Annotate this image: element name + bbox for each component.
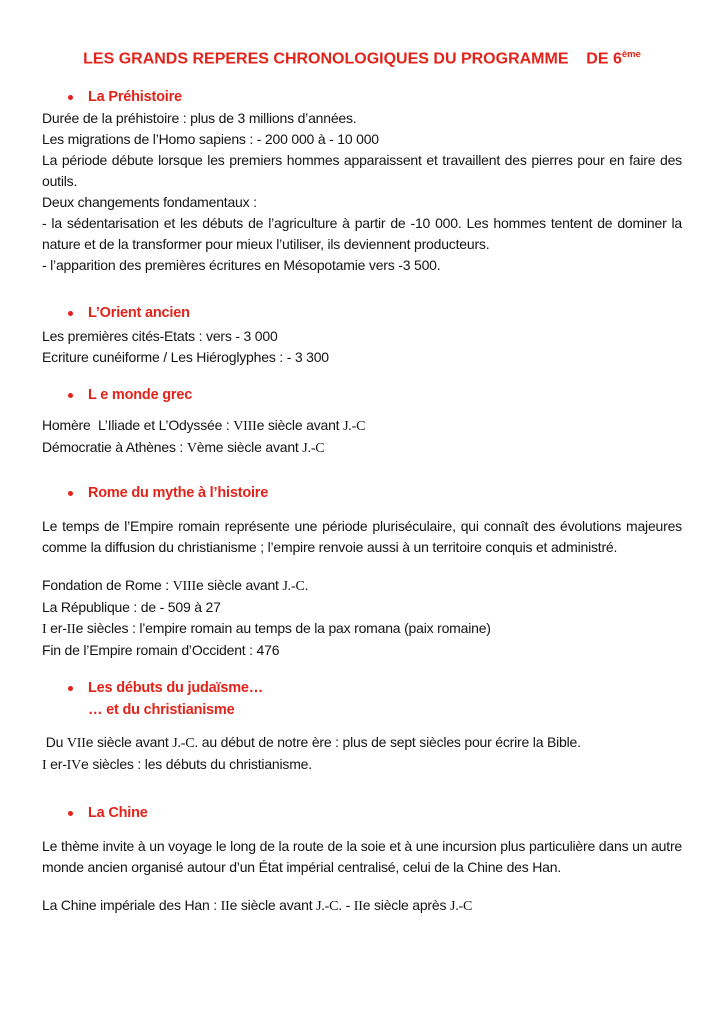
heading-label: L e monde grec bbox=[88, 387, 193, 404]
text-line: Du VIIe siècle avant J.-C. au début de notre ère : plus de sept siècles pour écrire la Bible. bbox=[42, 734, 581, 752]
text-line: Les migrations de l’Homo sapiens : - 200 000 à - 10 000 bbox=[42, 131, 379, 148]
section-orient-ancien bbox=[42, 302, 682, 368]
heading-label: La Préhistoire bbox=[88, 89, 182, 106]
section-rome bbox=[42, 482, 682, 661]
text-line: - l’apparition des premières écritures en Mésopotamie vers -3 500. bbox=[42, 257, 441, 274]
bullet-icon bbox=[68, 686, 73, 691]
heading-label: La Chine bbox=[88, 805, 148, 822]
title-text: LES GRANDS REPERES CHRONOLOGIQUES DU PROGRAMME DE 6 bbox=[83, 50, 622, 68]
section-heading bbox=[42, 384, 682, 406]
heading-label: L’Orient ancien bbox=[88, 305, 190, 322]
text-line: Homère L’Iliade et L’Odyssée : VIIIe siècle avant J.-C bbox=[42, 417, 366, 435]
text-line: La Chine impériale des Han : IIe siècle avant J.-C. - IIe siècle après J.-C bbox=[42, 897, 473, 915]
paragraph: Le thème invite à un voyage le long de la route de la soie et à une incursion plus particulière dans un autre monde ancien organisé autour d’un État impérial centralisé, celui de la Chine des Han. bbox=[42, 838, 682, 876]
paragraph: La période débute lorsque les premiers hommes apparaissent et travaillent des pierres pour en faire des outils. bbox=[42, 152, 682, 190]
text-line: Deux changements fondamentaux : bbox=[42, 194, 257, 211]
text-line: Durée de la préhistoire : plus de 3 millions d’années. bbox=[42, 110, 357, 127]
text-line: Ecriture cunéiforme / Les Hiéroglyphes : - 3 300 bbox=[42, 349, 329, 366]
section-judaisme-christianisme bbox=[42, 677, 682, 776]
section-prehistoire bbox=[42, 86, 682, 276]
heading-continuation: … et du christianisme bbox=[88, 702, 235, 719]
bullet-icon bbox=[68, 491, 73, 496]
text-line: I er-IIe siècles : l’empire romain au temps de la pax romana (paix romaine) bbox=[42, 620, 491, 638]
bullet-icon bbox=[68, 311, 73, 316]
section-heading bbox=[42, 802, 682, 824]
heading-label: Les débuts du judaïsme… bbox=[88, 680, 264, 697]
text-line: La République : de - 509 à 27 bbox=[42, 599, 221, 616]
paragraph: - la sédentarisation et les débuts de l’agriculture à partir de -10 000. Les hommes tentent de dominer la nature et de la transformer pour mieux l’utiliser, ils deviennent producteurs. bbox=[42, 215, 682, 253]
text-line: Fondation de Rome : VIIIe siècle avant J.-C. bbox=[42, 577, 309, 595]
heading-label: Rome du mythe à l’histoire bbox=[88, 485, 269, 502]
section-heading bbox=[42, 302, 682, 324]
title-superscript: ème bbox=[621, 49, 641, 60]
bullet-icon bbox=[68, 393, 73, 398]
section-heading bbox=[42, 86, 682, 108]
text-line: Les premières cités-Etats : vers - 3 000 bbox=[42, 328, 278, 345]
section-heading bbox=[42, 677, 682, 699]
text-line: Fin de l’Empire romain d’Occident : 476 bbox=[42, 642, 280, 659]
section-chine bbox=[42, 802, 682, 917]
section-heading bbox=[42, 482, 682, 504]
paragraph: Le temps de l’Empire romain représente une période pluriséculaire, qui connaît des évolutions majeures comme la diffusion du christianisme ; l’empire renvoie aussi à un territoire conquis et administré. bbox=[42, 518, 682, 556]
text-line: Démocratie à Athènes : Vème siècle avant J.-C bbox=[42, 439, 325, 457]
bullet-icon bbox=[68, 811, 73, 816]
bullet-icon bbox=[68, 95, 73, 100]
text-line: I er-IVe siècles : les débuts du christianisme. bbox=[42, 756, 312, 774]
section-monde-grec bbox=[42, 384, 682, 459]
document-title bbox=[42, 44, 682, 70]
